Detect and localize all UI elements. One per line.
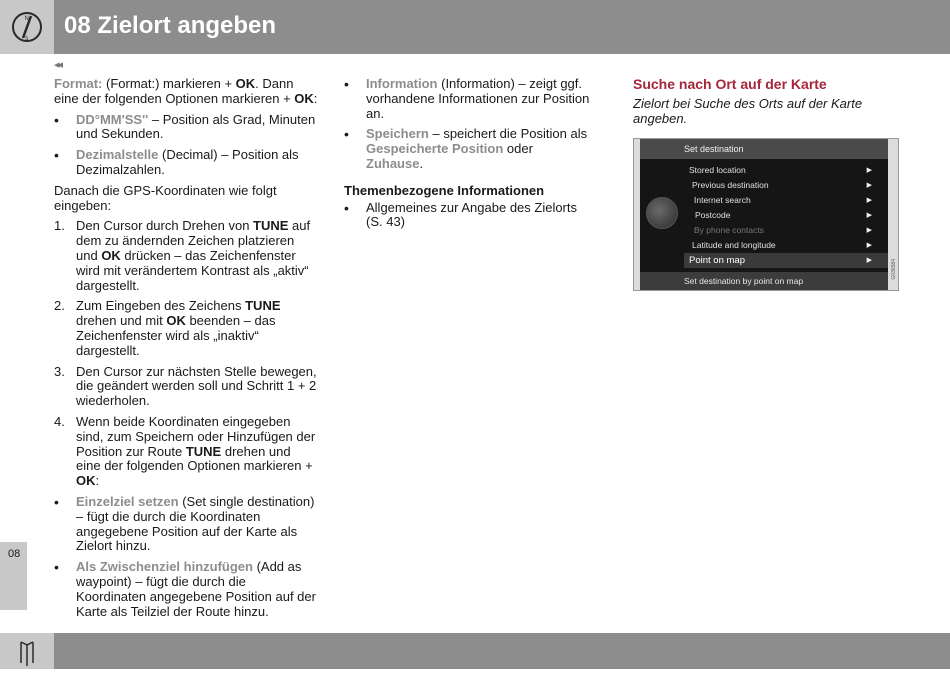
- step-item: 4. Wenn beide Koordinaten eingegeben sind, zum Speichern oder Hinzufügen der Position zur Route TUNE drehen und eine der folgenden Optionen markieren + OK:: [54, 413, 316, 489]
- step-item: 3. Den Cursor zur nächsten Stelle bewegen, die geändert werden soll und Schritt 1 + 2 wiederholen.: [54, 363, 317, 409]
- screen-menu-item: Postcode ▶: [684, 208, 888, 223]
- related-info-heading: Themenbezogene Informationen: [344, 182, 545, 198]
- screen-menu-item: Stored location ▶: [684, 163, 888, 178]
- arrow-right-icon: ▶: [866, 197, 872, 204]
- arrow-right-icon: ▶: [866, 167, 872, 174]
- screen-menu-item-selected: Point on map ▶: [684, 253, 888, 268]
- arrow-right-icon: ▶: [866, 242, 872, 249]
- svg-text:S: S: [25, 36, 29, 42]
- screen-display: [640, 139, 888, 290]
- format-label: Format:: [54, 76, 103, 91]
- footer-icon-box: [0, 633, 54, 669]
- arrow-right-icon: ▶: [866, 257, 872, 264]
- screen-menu-item: Internet search ▶: [684, 193, 888, 208]
- list-item: • DD°MM'SS'' – Position als Grad, Minuten und Sekunden.: [54, 113, 318, 143]
- list-item: • Dezimalstelle (Decimal) – Position als Dezimalzahlen.: [54, 148, 318, 178]
- arrow-right-icon: ▶: [866, 212, 872, 219]
- page-header: [0, 0, 950, 54]
- map-search-heading: Suche nach Ort auf der Karte: [633, 76, 827, 92]
- format-paragraph: Format: (Format:) markieren + OK. Dann eine der folgenden Optionen markieren + OK:: [54, 76, 318, 106]
- page-footer: [0, 633, 950, 669]
- page-title: 08 Zielort angeben: [64, 12, 277, 39]
- header-icon-box: [0, 0, 54, 54]
- screen-menu-item: Previous destination ▶: [684, 178, 888, 193]
- list-item: • Einzelziel setzen (Set single destination) – fügt die durch die Koordinaten angegebene Position auf der Karte als Zielort hinzu.: [54, 495, 318, 554]
- screen-footer: Set destination by point on map: [640, 272, 888, 290]
- back-arrows-link[interactable]: ◂◂: [54, 59, 62, 71]
- arrow-right-icon: ▶: [866, 182, 872, 189]
- screen-title: Set destination: [640, 139, 888, 159]
- step-item: 2. Zum Eingeben des Zeichens TUNE drehen und mit OK beenden – das Zeichenfenster wird als „inaktiv“ dargestellt.: [54, 298, 281, 358]
- list-item: • Information (Information) – zeigt ggf. vorhandene Informationen zur Position an.: [344, 77, 592, 121]
- left-column: [54, 77, 318, 625]
- list-item: • Als Zwischenziel hinzufügen (Add as waypoint) – fügt die durch die Koordinaten angegebene Position auf der Karte als Teilziel der Route hinzu.: [54, 560, 318, 619]
- list-item: • Speichern – speichert die Position als Gespeicherte Position oder Zuhause.: [344, 127, 592, 171]
- screen-menu-item: By phone contacts ▶: [684, 223, 888, 238]
- image-code: G036584: [891, 259, 897, 280]
- middle-column: [344, 77, 592, 236]
- book-icon: [0, 633, 54, 669]
- svg-text:N: N: [24, 16, 29, 22]
- arrow-right-icon: ▶: [866, 227, 872, 234]
- step-item: 1. Den Cursor durch Drehen von TUNE auf dem zu ändernden Zeichen platzieren und OK drücken – das Zeichenfenster wird mit verändertem Kontrast als „aktiv“ dargestellt.: [54, 218, 311, 293]
- map-search-intro: Zielort bei Suche des Orts auf der Karte angeben.: [633, 96, 863, 126]
- compass-icon: [0, 0, 54, 54]
- screen-menu: [684, 163, 888, 268]
- screen-image: [633, 138, 899, 291]
- chapter-tab[interactable]: 08: [0, 542, 27, 610]
- related-info-link[interactable]: • Allgemeines zur Angabe des Zielorts (S. 43): [344, 201, 592, 231]
- gps-paragraph: Danach die GPS-Koordinaten wie folgt eingeben:: [54, 182, 277, 213]
- screen-menu-item: Latitude and longitude ▶: [684, 238, 888, 253]
- control-knob-icon: [646, 197, 678, 229]
